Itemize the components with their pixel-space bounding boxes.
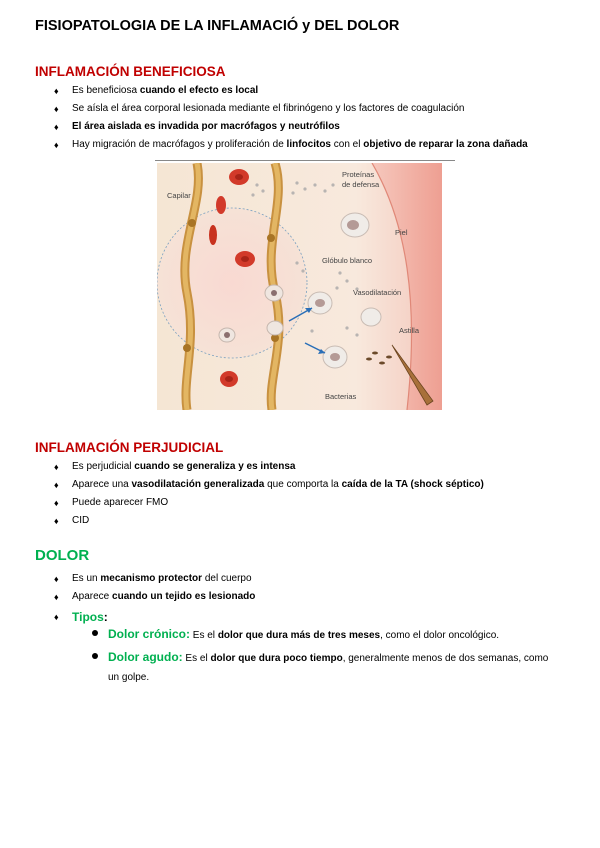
- list-item: [54, 588, 584, 606]
- white-blood-cell-nucleus: [224, 332, 230, 338]
- white-blood-cell: [267, 321, 283, 335]
- capillary-nucleus: [188, 219, 196, 227]
- bold-text: dolor que dura más de tres meses: [217, 630, 381, 641]
- white-blood-cell-nucleus: [271, 290, 277, 296]
- white-blood-cell-nucleus: [330, 353, 340, 361]
- term-dolor-agudo: Dolor agudo:: [108, 650, 183, 664]
- diamond-bullet-icon: ♦: [54, 140, 59, 150]
- heading-dolor: DOLOR: [35, 547, 90, 564]
- text: Aparece: [72, 591, 113, 602]
- bold-text: cuando el efecto es local: [139, 85, 259, 96]
- diamond-bullet-icon: ♦: [54, 462, 59, 472]
- list-item: [54, 512, 584, 530]
- diamond-bullet-icon: ♦: [54, 480, 59, 490]
- bold-text: linfocitos: [286, 139, 331, 150]
- list-beneficiosa: [54, 82, 584, 154]
- bullet-dot-icon: [92, 653, 98, 659]
- diamond-bullet-icon: ♦: [54, 612, 59, 622]
- bold-text: cuando un tejido es lesionado: [112, 591, 256, 602]
- text: Hay migración de macrófagos y proliferación de: [72, 139, 287, 150]
- bullet-dot-icon: [92, 630, 98, 636]
- red-blood-cell-center: [241, 256, 249, 262]
- white-blood-cell-nucleus: [347, 220, 359, 230]
- text: Puede aparecer FMO: [72, 497, 169, 508]
- capillary-nucleus: [183, 344, 191, 352]
- list-item: [54, 476, 584, 494]
- list-tipos-dolor: [92, 625, 562, 687]
- term-dolor-cronico: Dolor crónico:: [108, 627, 191, 641]
- page-title: FISIOPATOLOGIA DE LA INFLAMACIÓ y DEL DOLOR: [35, 18, 400, 34]
- label-vasodilatacion: Vasodilatación: [353, 288, 402, 297]
- divider: [155, 160, 455, 161]
- list-item: [54, 136, 584, 154]
- red-blood-cell-center: [235, 174, 243, 180]
- white-blood-cell-nucleus: [315, 299, 325, 307]
- bold-text: El área aislada es invadida por macrófagos y neutrófilos: [72, 121, 340, 132]
- tipos-colon: :: [103, 610, 108, 624]
- label-astilla: Astilla: [399, 326, 420, 335]
- list-item-dolor-agudo: [92, 648, 562, 687]
- text: Se aísla el área corporal lesionada mediante el fibrinógeno y los factores de coagulación: [72, 103, 465, 114]
- label-proteinas-2: de defensa: [342, 180, 380, 189]
- text: , como el dolor oncológico.: [380, 630, 500, 641]
- list-item: [54, 82, 584, 100]
- text: Es el: [190, 630, 218, 641]
- label-capilar: Capilar: [167, 191, 191, 200]
- text: con el: [331, 139, 364, 150]
- text: Aparece una: [72, 479, 132, 490]
- bold-text: caída de la TA (shock séptico): [341, 479, 484, 490]
- diamond-bullet-icon: ♦: [54, 574, 59, 584]
- bold-text: mecanismo protector: [100, 573, 203, 584]
- bold-text: objetivo de reparar la zona dañada: [363, 139, 528, 150]
- red-blood-cell: [209, 225, 217, 245]
- diamond-bullet-icon: ♦: [54, 592, 59, 602]
- diamond-bullet-icon: ♦: [54, 104, 59, 114]
- list-dolor: [54, 570, 584, 628]
- text: , generalmente menos de dos semanas, como un golpe.: [108, 653, 549, 683]
- tipos-label: Tipos: [72, 610, 104, 624]
- diamond-bullet-icon: ♦: [54, 86, 59, 96]
- bold-text: cuando se generaliza y es intensa: [134, 461, 296, 472]
- list-item: [54, 458, 584, 476]
- text: CID: [72, 515, 90, 526]
- list-item-dolor-cronico: [92, 625, 562, 645]
- diamond-bullet-icon: ♦: [54, 498, 59, 508]
- text: Es un: [72, 573, 101, 584]
- text: Es perjudicial: [72, 461, 135, 472]
- text: Es beneficiosa: [72, 85, 140, 96]
- label-globulo-blanco: Glóbulo blanco: [322, 256, 373, 265]
- list-item: [54, 494, 584, 512]
- text: del cuerpo: [202, 573, 252, 584]
- list-item: [54, 570, 584, 588]
- text: Es el: [182, 653, 211, 664]
- bold-text: vasodilatación generalizada: [131, 479, 265, 490]
- heading-inflamacion-beneficiosa: INFLAMACIÓN BENEFICIOSA: [35, 64, 226, 79]
- label-bacterias: Bacterias: [325, 392, 357, 401]
- inflammation-illustration: [157, 163, 442, 410]
- label-proteinas-1: Proteínas: [342, 170, 375, 179]
- list-perjudicial: [54, 458, 584, 530]
- list-item: [54, 100, 584, 118]
- white-blood-cell: [361, 308, 381, 326]
- list-item: [54, 118, 584, 136]
- diamond-bullet-icon: ♦: [54, 122, 59, 132]
- text: que comporta la: [264, 479, 342, 490]
- label-piel: Piel: [395, 228, 408, 237]
- diamond-bullet-icon: ♦: [54, 516, 59, 526]
- heading-inflamacion-perjudicial: INFLAMACIÓN PERJUDICIAL: [35, 440, 224, 455]
- red-blood-cell-center: [225, 376, 233, 382]
- bold-text: dolor que dura poco tiempo: [210, 653, 343, 664]
- red-blood-cell: [216, 196, 226, 214]
- capillary-nucleus: [267, 234, 275, 242]
